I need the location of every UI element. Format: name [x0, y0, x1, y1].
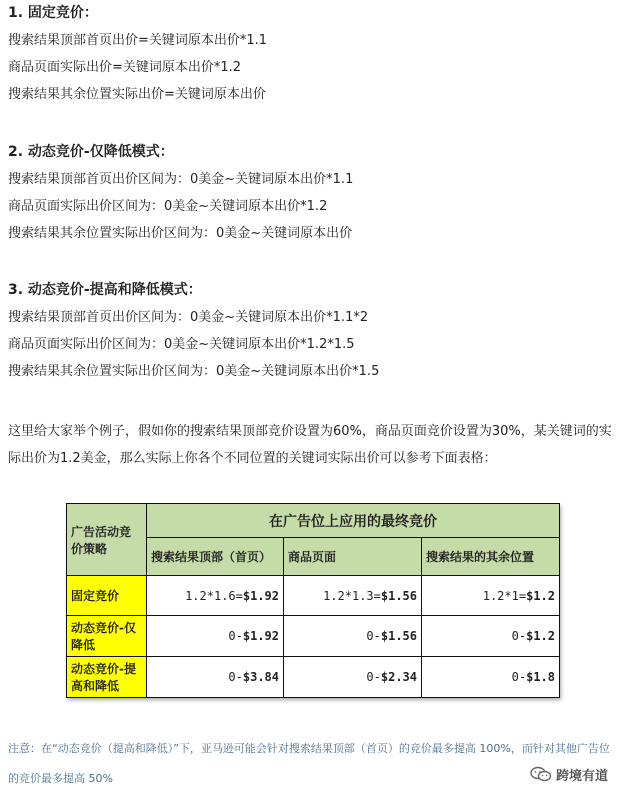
wechat-icon	[530, 766, 552, 782]
row-label-dynamic-down: 动态竞价-仅降低	[67, 616, 147, 657]
column-header-top-of-search: 搜索结果顶部（首页）	[147, 538, 284, 576]
table-row	[67, 657, 560, 698]
table-row	[67, 616, 560, 657]
example-paragraph: 这里给大家举个例子，假如你的搜索结果顶部竞价设置为60%，商品页面竞价设置为30%，某关键词的实际出价为1.2美金，那么实际上你各个不同位置的关键词实际出价可以参考下面表格：	[8, 424, 612, 466]
table-cell: 1.2*1.3=$1.56	[284, 576, 422, 616]
rule-line: 商品页面实际出价=关键词原本出价*1.2	[8, 60, 242, 75]
section-dynamic-down	[8, 142, 614, 251]
rule-line: 搜索结果顶部首页出价=关键词原本出价*1.1	[8, 33, 268, 48]
final-bid-header: 在广告位上应用的最终竞价	[147, 504, 560, 538]
column-header-rest-of-search: 搜索结果的其余位置	[422, 538, 560, 576]
rule-line: 搜索结果顶部首页出价区间为：0美金~关键词原本出价*1.1	[8, 172, 354, 187]
rule-line: 商品页面实际出价区间为：0美金~关键词原本出价*1.2*1.5	[8, 337, 355, 352]
table-row	[67, 576, 560, 616]
table-cell: 0-$1.92	[147, 616, 284, 657]
strategy-header: 广告活动竞价策略	[67, 504, 147, 576]
rule-line: 搜索结果其余位置实际出价区间为：0美金~关键词原本出价	[8, 226, 353, 241]
row-label-dynamic-up-down: 动态竞价-提高和降低	[67, 657, 147, 698]
column-header-product-page: 商品页面	[284, 538, 422, 576]
section-heading: 2. 动态竞价-仅降低模式：	[8, 144, 174, 160]
row-label-fixed: 固定竞价	[67, 576, 147, 616]
watermark	[530, 763, 608, 785]
table-cell: 1.2*1=$1.2	[422, 576, 560, 616]
watermark-text: 跨境有道	[555, 768, 608, 784]
rule-line: 商品页面实际出价区间为：0美金~关键词原本出价*1.2	[8, 199, 328, 214]
table-cell: 0-$1.56	[284, 616, 422, 657]
table-cell: 1.2*1.6=$1.92	[147, 576, 284, 616]
table-cell: 0-$2.34	[284, 657, 422, 698]
note-text: 注意：在“动态竞价（提高和降低）”下，亚马逊可能会针对搜索结果顶部（首页）的竞价最多提高 100%，而针对其他广告位的竞价最多提高 50%	[8, 742, 610, 785]
bid-table	[66, 503, 560, 698]
table-cell: 0-$3.84	[147, 657, 284, 698]
section-heading: 3. 动态竞价-提高和降低模式：	[8, 282, 202, 298]
rule-line: 搜索结果顶部首页出价区间为：0美金~关键词原本出价*1.1*2	[8, 310, 369, 325]
rule-line: 搜索结果其余位置实际出价=关键词原本出价	[8, 87, 266, 102]
table-cell: 0-$1.2	[422, 616, 560, 657]
bid-table-container	[66, 503, 559, 697]
table-cell: 0-$1.8	[422, 657, 560, 698]
section-heading: 1. 固定竞价：	[8, 5, 98, 21]
section-fixed-bid	[8, 3, 614, 112]
rule-line: 搜索结果其余位置实际出价区间为：0美金~关键词原本出价*1.5	[8, 364, 380, 379]
section-dynamic-up-down	[8, 280, 614, 389]
